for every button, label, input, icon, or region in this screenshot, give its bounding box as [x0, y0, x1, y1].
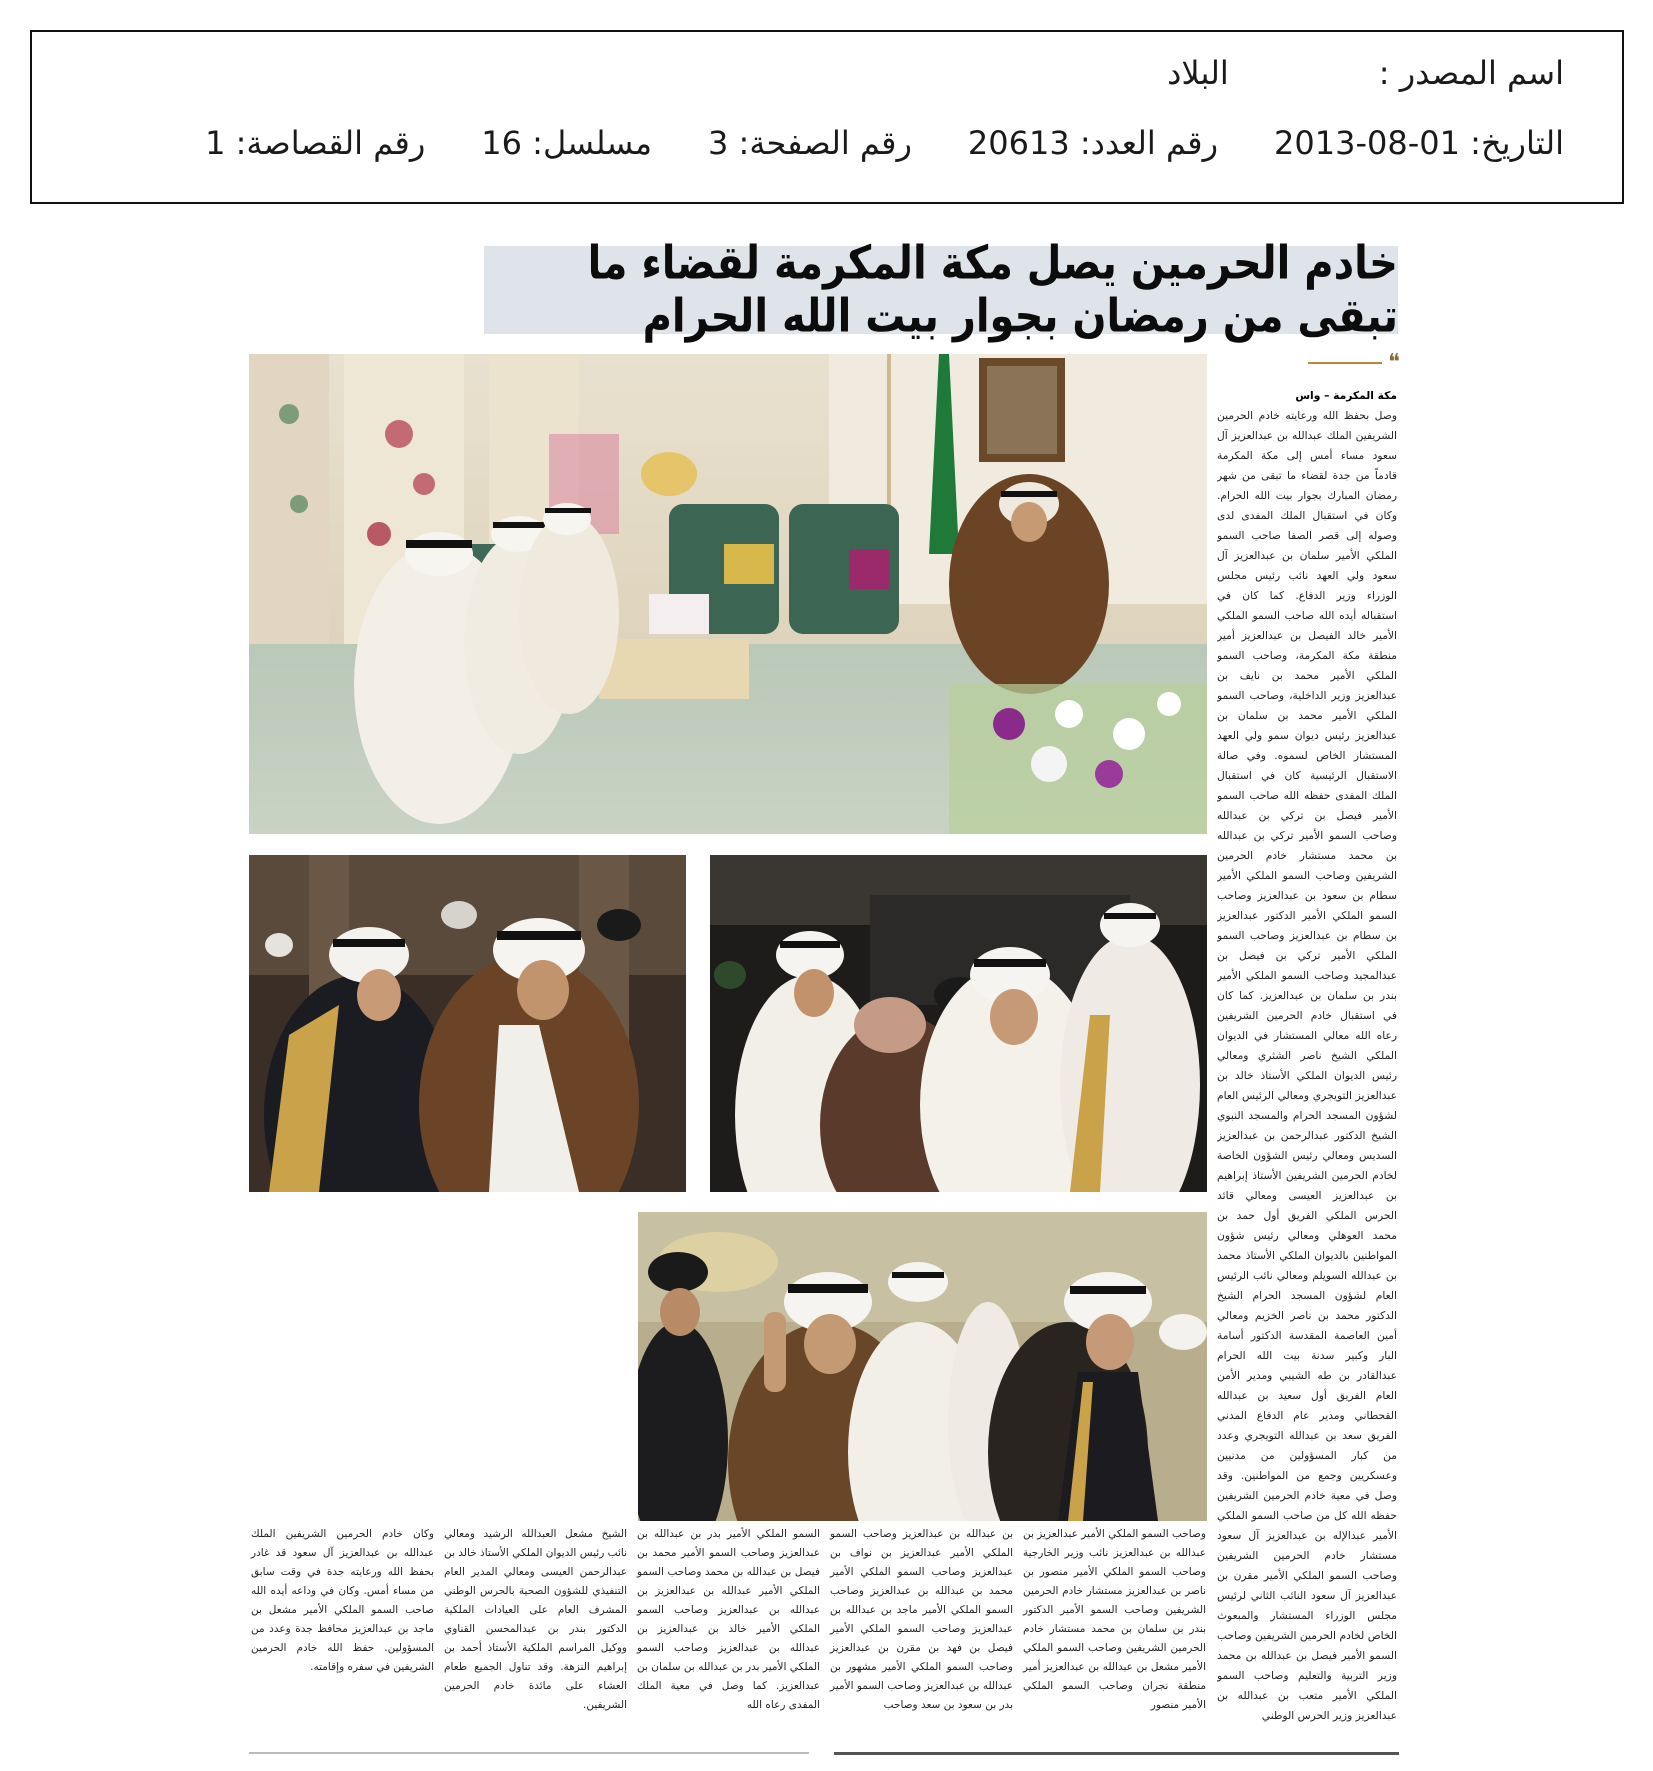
- reception-hall-photo: [249, 354, 1207, 834]
- bottom-rule-left: [249, 1752, 809, 1754]
- clip-field: [205, 124, 425, 162]
- page-label: رقم الصفحة:: [738, 124, 912, 162]
- bottom-column-5: وكان خادم الحرمين الشريفين الملك عبدالله بن عبدالعزيز آل سعود قد غادر بحفظ الله ورعايته جدة في وقت سابق من مساء أمس. وكان في وداعه أيده الله صاحب السمو الملكي الأمير مشعل بن ماجد بن عبدالعزيز محافظ جدة وعدد من المسؤولين. حفظ الله خادم الحرمين الشريفين في سفره وإقامته.: [251, 1528, 434, 1673]
- bottom-column-3: السمو الملكي الأمير بدر بن عبدالله بن عبدالعزيز وصاحب السمو الأمير محمد بن فيصل بن عبدالله بن محمد وصاحب السمو الملكي الأمير عبدالله بن عبدالعزيز بن عبدالله بن عبدالعزيز وصاحب السمو الملكي الأمير خالد بن عبدالعزيز بن عبدالله بن عبدالعزيز وصاحب السمو الملكي الأمير بدر بن عبدالله بن سلمان بن عبدالعزيز. كما وصل في معية الملك المفدى رعاه الله: [637, 1528, 820, 1711]
- bottom-column-2: بن عبدالله بن عبدالعزيز وصاحب السمو الملكي الأمير عبدالعزيز بن نواف بن عبدالعزيز وصاحب السمو الملكي الأمير محمد بن عبدالله بن عبدالعزيز وصاحب السمو الملكي الأمير ماجد بن عبدالله بن عبدالعزيز وصاحب السمو الملكي الأمير فيصل بن فهد بن مقرن بن عبدالعزيز وصاحب السمو الملكي الأمير مشهور بن عبدالله بن عبدالعزيز وصاحب السمو الأمير بدر بن سعود بن سعد وصاحب: [830, 1528, 1013, 1711]
- source-label: اسم المصدر :: [1378, 54, 1564, 92]
- serial-field: [481, 124, 652, 162]
- date-label: التاريخ:: [1470, 124, 1564, 162]
- issue-field: [968, 124, 1218, 162]
- quote-icon: ❝: [1388, 350, 1400, 375]
- clipping-metadata-box: [30, 30, 1624, 204]
- king-greeting-photo: [249, 855, 686, 1192]
- issue-value: 20613: [967, 124, 1070, 162]
- source-row: [1167, 54, 1564, 92]
- page-value: 3: [708, 124, 729, 162]
- bottom-column-4: الشيخ مشعل العبدالله الرشيد ومعالي نائب رئيس الديوان الملكي الأستاذ خالد بن عبدالرحمن العيسى ومعالي المدير العام التنفيذي للشؤون الصحية بالحرس الوطني المشرف العام على العيادات الملكية الدكتور بندر بن عبدالمحسن القناوي ووكيل المراسم الملكية الأستاذ أحمد بن إبراهيم النزهة. وقد تناول الجميع طعام العشاء على مائدة خادم الحرمين الشريفين.: [444, 1528, 627, 1711]
- side-column-body: وصل بحفظ الله ورعايته خادم الحرمين الشريفين الملك عبدالله بن عبدالعزيز آل سعود مساء أمس إلى مكة المكرمة قادماً من جدة لقضاء ما تبقى من شهر رمضان المبارك بجوار بيت الله الحرام. وكان في استقبال الملك المفدى لدى وصوله إلى قصر الصفا صاحب السمو الملكي الأمير سلمان بن عبدالعزيز آل سعود ولي العهد نائب رئيس مجلس الوزراء وزير الدفاع. كما كان في استقباله أيده الله صاحب السمو الملكي الأمير خالد الفيصل بن عبدالعزيز أمير منطقة مكة المكرمة، وصاحب السمو الملكي الأمير محمد بن نايف بن عبدالعزيز وزير الداخلية، وصاحب السمو الملكي الأمير محمد بن سلمان بن عبدالعزيز رئيس ديوان سمو ولي العهد المستشار الخاص لسموه. وفي صالة الاستقبال الرئيسية كان في استقبال الملك المفدى حفظه الله صاحب السمو الأمير فيصل بن تركي بن عبدالله وصاحب السمو الأمير تركي بن عبدالله بن محمد مستشار خادم الحرمين الشريفين وصاحب السمو الملكي الأمير سطام بن سعود بن عبدالعزيز وصاحب السمو الملكي الأمير الدكتور عبدالعزيز بن سطام بن عبدالعزيز وصاحب السمو الملكي الأمير تركي بن فيصل بن عبدالمجيد وصاحب السمو الملكي الأمير بندر بن سلمان بن عبدالعزيز. كما كان في استقبال خادم الحرمين الشريفين رعاه الله معالي المستشار في الديوان الملكي الشيخ ناصر الشثري ومعالي رئيس الديوان الملكي الأستاذ خالد بن عبدالعزيز التويجري ومعالي الرئيس العام لشؤون المسجد الحرام والمسجد النبوي الشيخ الدكتور عبدالرحمن بن عبدالعزيز السديس ومعالي رئيس الشؤون الخاصة لخادم الحرمين الشريفين الأستاذ إبراهيم بن عبدالعزيز العيسى ومعالي قائد الحرس الملكي الفريق أول حمد بن محمد العوهلي ومعالي رئيس شؤون المواطنين بالديوان الملكي الأستاذ محمد بن عبدالله السويلم ومعالي نائب الرئيس العام لشؤون المسجد الحرام الشيخ الدكتور محمد بن ناصر الخزيم ومعالي أمين العاصمة المقدسة الدكتور أسامة البار وكبير سدنة بيت الله الحرام عبدالقادر بن طه الشيبي ومدير الأمن العام الفريق أول سعيد بن عبدالله القحطاني ومدير عام الدفاع المدني الفريق سعد بن عبدالله التويجري وعدد من كبار المسؤولين من مدنيين وعسكريين وجمع من المواطنين. وقد وصل في معية خادم الحرمين الشريفين حفظه الله كل من صاحب السمو الملكي الأمير عبدالإله بن عبدالعزيز آل سعود مستشار خادم الحرمين الشريفين وصاحب السمو الملكي الأمير مقرن بن عبدالعزيز آل سعود النائب الثاني لرئيس مجلس الوزراء المستشار والمبعوث الخاص لخادم الحرمين الشريفين وصاحب السمو الأمير فيصل بن عبدالله بن محمد وزير التربية والتعليم وصاحب السمو الملكي الأمير متعب بن عبدالله بن عبدالعزيز وزير الحرس الوطني: [1217, 409, 1397, 1722]
- clip-value: 1: [205, 124, 226, 162]
- date-value: 2013-08-01: [1274, 124, 1460, 162]
- source-value: البلاد: [1167, 54, 1229, 92]
- bottom-column-1: وصاحب السمو الملكي الأمير عبدالعزيز بن عبدالله بن عبدالعزيز نائب وزير الخارجية وصاحب السمو الملكي الأمير منصور بن ناصر بن عبدالعزيز مستشار خادم الحرمين الشريفين وصاحب السمو الأمير الدكتور بندر بن سلمان بن محمد مستشار خادم الحرمين الشريفين وصاحب السمو الملكي الأمير مشعل بن عبدالله بن عبدالعزيز أمير منطقة نجران وصاحب السمو الملكي الأمير منصور: [1023, 1528, 1206, 1711]
- king-waving-photo: [638, 1212, 1207, 1521]
- article-dateline: مكة المكرمة – واس: [1295, 389, 1397, 402]
- info-row: [205, 124, 1564, 162]
- arrival-walk-photo: [710, 855, 1207, 1192]
- headline-banner: [484, 237, 1398, 343]
- serial-label: مسلسل:: [532, 124, 652, 162]
- article-headline: خادم الحرمين يصل مكة المكرمة لقضاء ما تبقى من رمضان بجوار بيت الله الحرام: [587, 237, 1398, 343]
- page-field: [708, 124, 912, 162]
- bottom-rule-right: [834, 1752, 1399, 1755]
- clip-label: رقم القصاصة:: [235, 124, 426, 162]
- article-bottom-columns: [246, 1525, 1206, 1755]
- date-field: [1274, 124, 1564, 162]
- serial-value: 16: [481, 124, 522, 162]
- article-side-column: [1217, 356, 1397, 1753]
- issue-label: رقم العدد:: [1079, 124, 1219, 162]
